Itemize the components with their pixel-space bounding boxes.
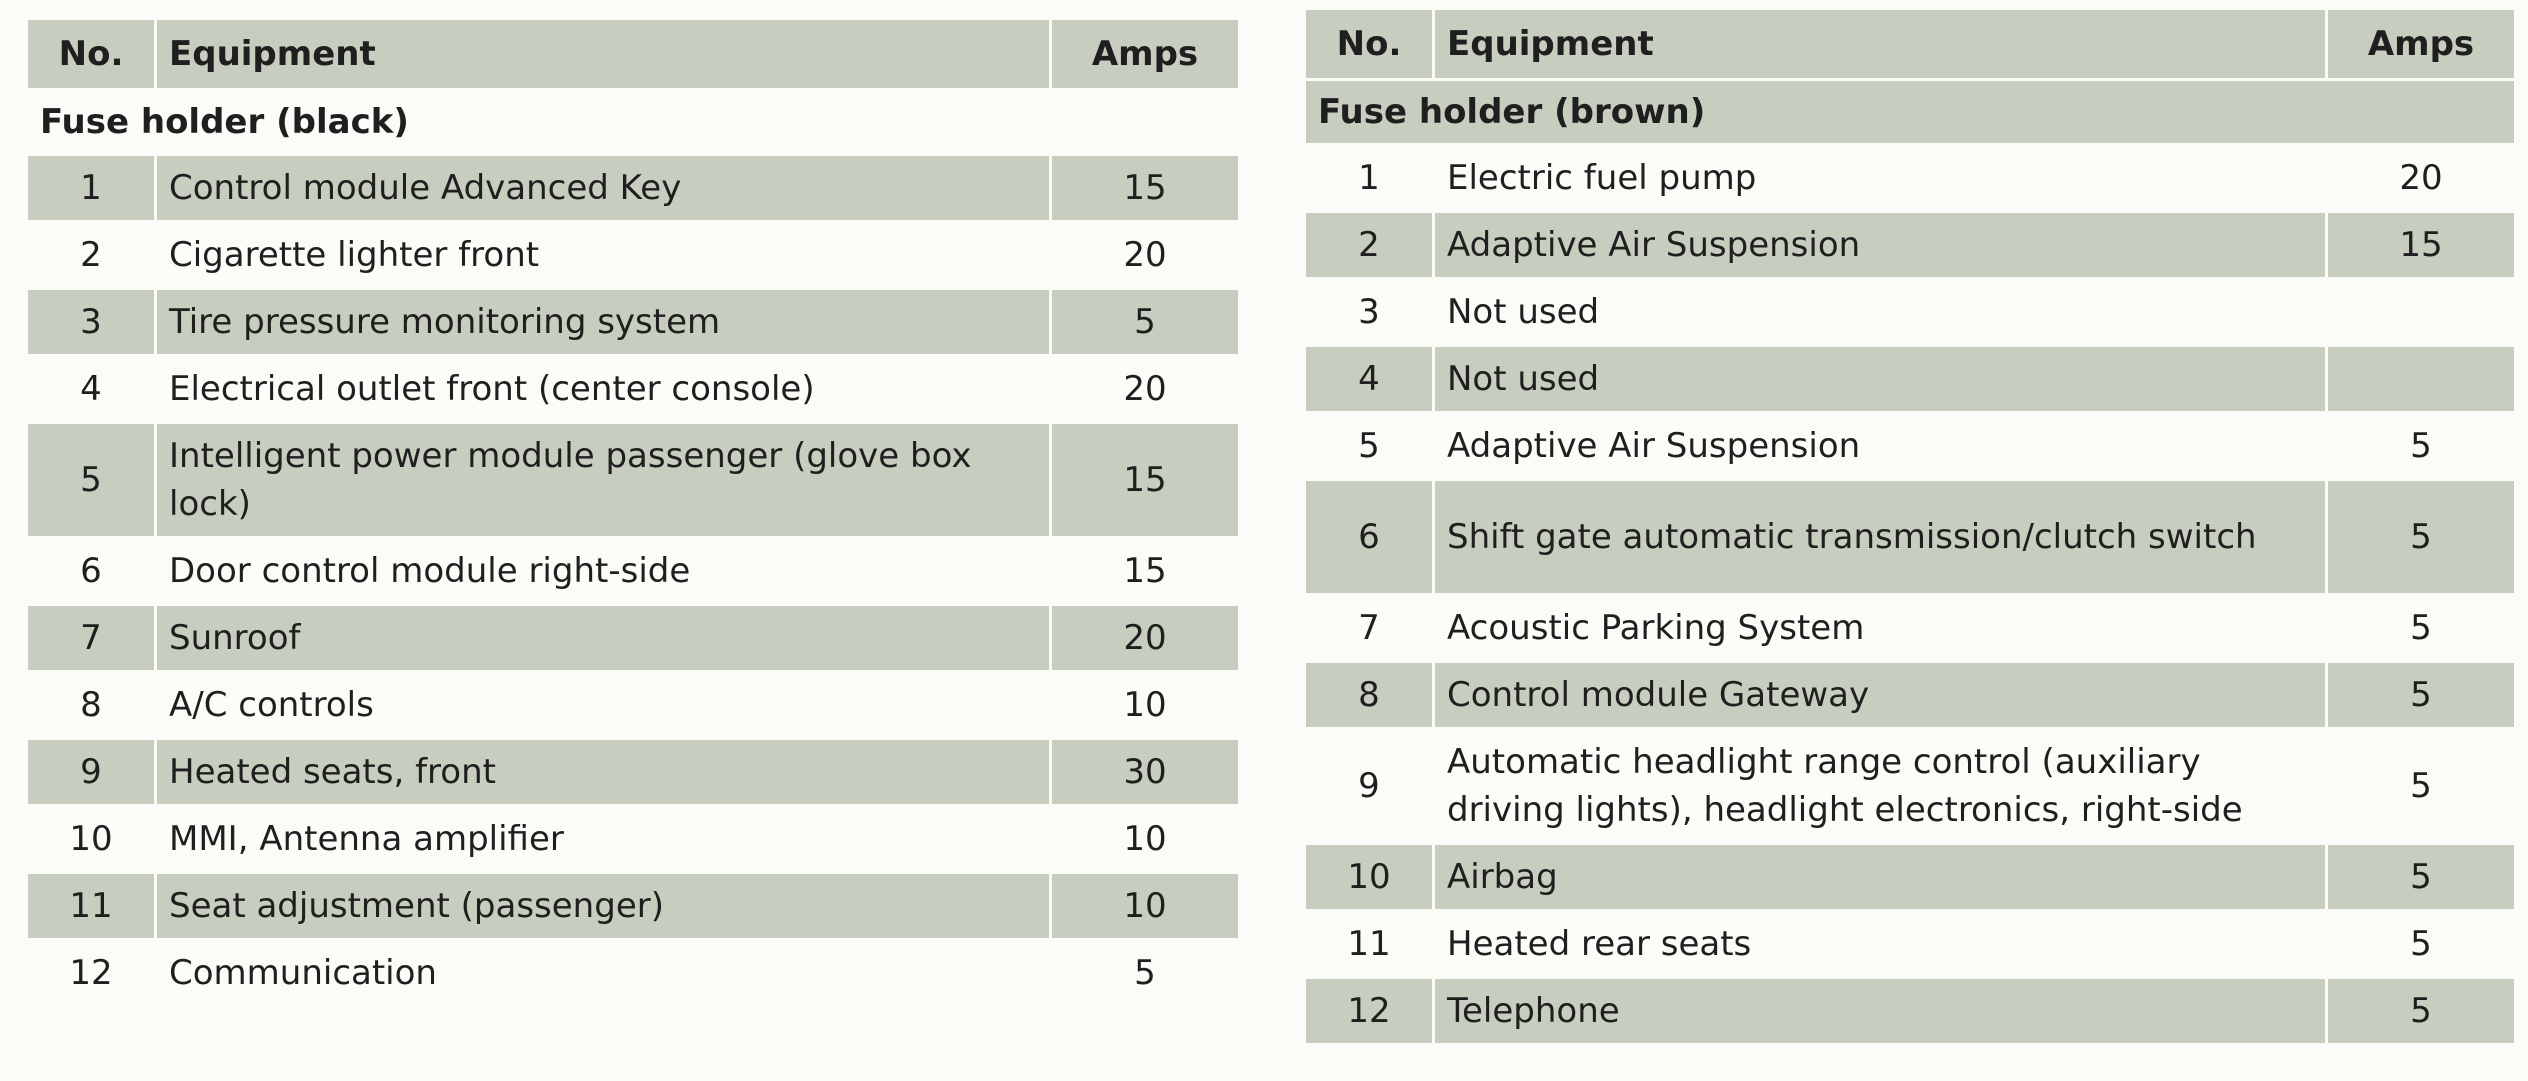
fuse-equipment: Intelligent power module passenger (glove box lock) <box>157 424 1049 539</box>
fuse-equipment: Heated rear seats <box>1435 912 2325 979</box>
fuse-table-black <box>28 20 1238 1008</box>
fuse-amps: 10 <box>1049 673 1238 740</box>
fuse-amps: 15 <box>2325 213 2514 280</box>
table-row <box>28 807 1238 874</box>
fuse-equipment: Communication <box>157 941 1049 1008</box>
table-row <box>1306 596 2514 663</box>
header-equipment: Equipment <box>1435 10 2325 81</box>
table-row <box>28 357 1238 424</box>
fuse-equipment: Sunroof <box>157 606 1049 673</box>
fuse-amps: 20 <box>1049 223 1238 290</box>
header-no: No. <box>1306 10 1435 81</box>
table-row <box>1306 481 2514 596</box>
fuse-amps: 10 <box>1049 874 1238 941</box>
fuse-number: 3 <box>1306 280 1435 347</box>
fuse-equipment: Electrical outlet front (center console) <box>157 357 1049 424</box>
fuse-equipment: Automatic headlight range control (auxiliary driving lights), headlight electronics, right-side <box>1435 730 2325 845</box>
table-row <box>28 223 1238 290</box>
fuse-equipment: Adaptive Air Suspension <box>1435 213 2325 280</box>
table-row <box>28 941 1238 1008</box>
table-row <box>28 740 1238 807</box>
table-row <box>1306 979 2514 1046</box>
section-row <box>1306 81 2514 146</box>
fuse-amps: 5 <box>1049 941 1238 1008</box>
header-no: No. <box>28 20 157 91</box>
header-amps: Amps <box>2325 10 2514 81</box>
fuse-number: 1 <box>1306 146 1435 213</box>
fuse-amps <box>2325 347 2514 414</box>
fuse-amps: 5 <box>2325 596 2514 663</box>
fuse-number: 5 <box>1306 414 1435 481</box>
table-row <box>1306 280 2514 347</box>
fuse-number: 7 <box>28 606 157 673</box>
table-row <box>1306 347 2514 414</box>
fuse-amps: 5 <box>2325 912 2514 979</box>
fuse-amps: 20 <box>1049 606 1238 673</box>
fuse-equipment: Airbag <box>1435 845 2325 912</box>
section-label: Fuse holder (brown) <box>1306 81 2514 146</box>
fuse-number: 4 <box>28 357 157 424</box>
fuse-equipment: Shift gate automatic transmission/clutch switch <box>1435 481 2325 596</box>
fuse-equipment: Acoustic Parking System <box>1435 596 2325 663</box>
table-row <box>1306 663 2514 730</box>
fuse-amps: 30 <box>1049 740 1238 807</box>
fuse-equipment: Electric fuel pump <box>1435 146 2325 213</box>
table-row <box>1306 730 2514 845</box>
fuse-amps: 5 <box>2325 845 2514 912</box>
fuse-number: 8 <box>1306 663 1435 730</box>
fuse-equipment: Control module Advanced Key <box>157 156 1049 223</box>
fuse-equipment: MMI, Antenna amplifier <box>157 807 1049 874</box>
table-row <box>1306 845 2514 912</box>
fuse-amps: 5 <box>2325 414 2514 481</box>
fuse-amps: 15 <box>1049 424 1238 539</box>
fuse-equipment: Adaptive Air Suspension <box>1435 414 2325 481</box>
table-header-row <box>1306 10 2514 81</box>
fuse-number: 9 <box>1306 730 1435 845</box>
section-label: Fuse holder (black) <box>28 91 1238 156</box>
header-amps: Amps <box>1049 20 1238 91</box>
fuse-number: 3 <box>28 290 157 357</box>
fuse-amps: 20 <box>2325 146 2514 213</box>
fuse-equipment: Control module Gateway <box>1435 663 2325 730</box>
fuse-number: 4 <box>1306 347 1435 414</box>
fuse-number: 2 <box>28 223 157 290</box>
fuse-amps: 5 <box>2325 663 2514 730</box>
fuse-number: 2 <box>1306 213 1435 280</box>
fuse-amps: 5 <box>1049 290 1238 357</box>
table-row <box>28 290 1238 357</box>
fuse-number: 10 <box>1306 845 1435 912</box>
fuse-number: 12 <box>28 941 157 1008</box>
fuse-number: 5 <box>28 424 157 539</box>
fuse-table-brown <box>1306 10 2514 1046</box>
fuse-amps: 5 <box>2325 979 2514 1046</box>
fuse-amps: 15 <box>1049 539 1238 606</box>
fuse-amps <box>2325 280 2514 347</box>
fuse-amps: 10 <box>1049 807 1238 874</box>
fuse-equipment: Door control module right-side <box>157 539 1049 606</box>
fuse-equipment: A/C controls <box>157 673 1049 740</box>
fuse-number: 1 <box>28 156 157 223</box>
table-row <box>28 606 1238 673</box>
fuse-number: 11 <box>28 874 157 941</box>
fuse-number: 6 <box>1306 481 1435 596</box>
table-row <box>28 424 1238 539</box>
fuse-number: 7 <box>1306 596 1435 663</box>
fuse-number: 6 <box>28 539 157 606</box>
table-row <box>28 156 1238 223</box>
fuse-amps: 20 <box>1049 357 1238 424</box>
table-row <box>28 874 1238 941</box>
table-row <box>28 539 1238 606</box>
fuse-equipment: Heated seats, front <box>157 740 1049 807</box>
section-row <box>28 91 1238 156</box>
fuse-equipment: Seat adjustment (passenger) <box>157 874 1049 941</box>
fuse-amps: 5 <box>2325 481 2514 596</box>
fuse-number: 12 <box>1306 979 1435 1046</box>
fuse-equipment: Telephone <box>1435 979 2325 1046</box>
table-row <box>1306 414 2514 481</box>
fuse-number: 10 <box>28 807 157 874</box>
fuse-amps: 5 <box>2325 730 2514 845</box>
fuse-equipment: Not used <box>1435 347 2325 414</box>
fuse-number: 9 <box>28 740 157 807</box>
table-row <box>1306 213 2514 280</box>
table-header-row <box>28 20 1238 91</box>
header-equipment: Equipment <box>157 20 1049 91</box>
table-row <box>1306 146 2514 213</box>
fuse-equipment: Not used <box>1435 280 2325 347</box>
table-row <box>1306 912 2514 979</box>
fuse-number: 8 <box>28 673 157 740</box>
fuse-number: 11 <box>1306 912 1435 979</box>
fuse-equipment: Tire pressure monitoring system <box>157 290 1049 357</box>
fuse-amps: 15 <box>1049 156 1238 223</box>
table-row <box>28 673 1238 740</box>
fuse-equipment: Cigarette lighter front <box>157 223 1049 290</box>
